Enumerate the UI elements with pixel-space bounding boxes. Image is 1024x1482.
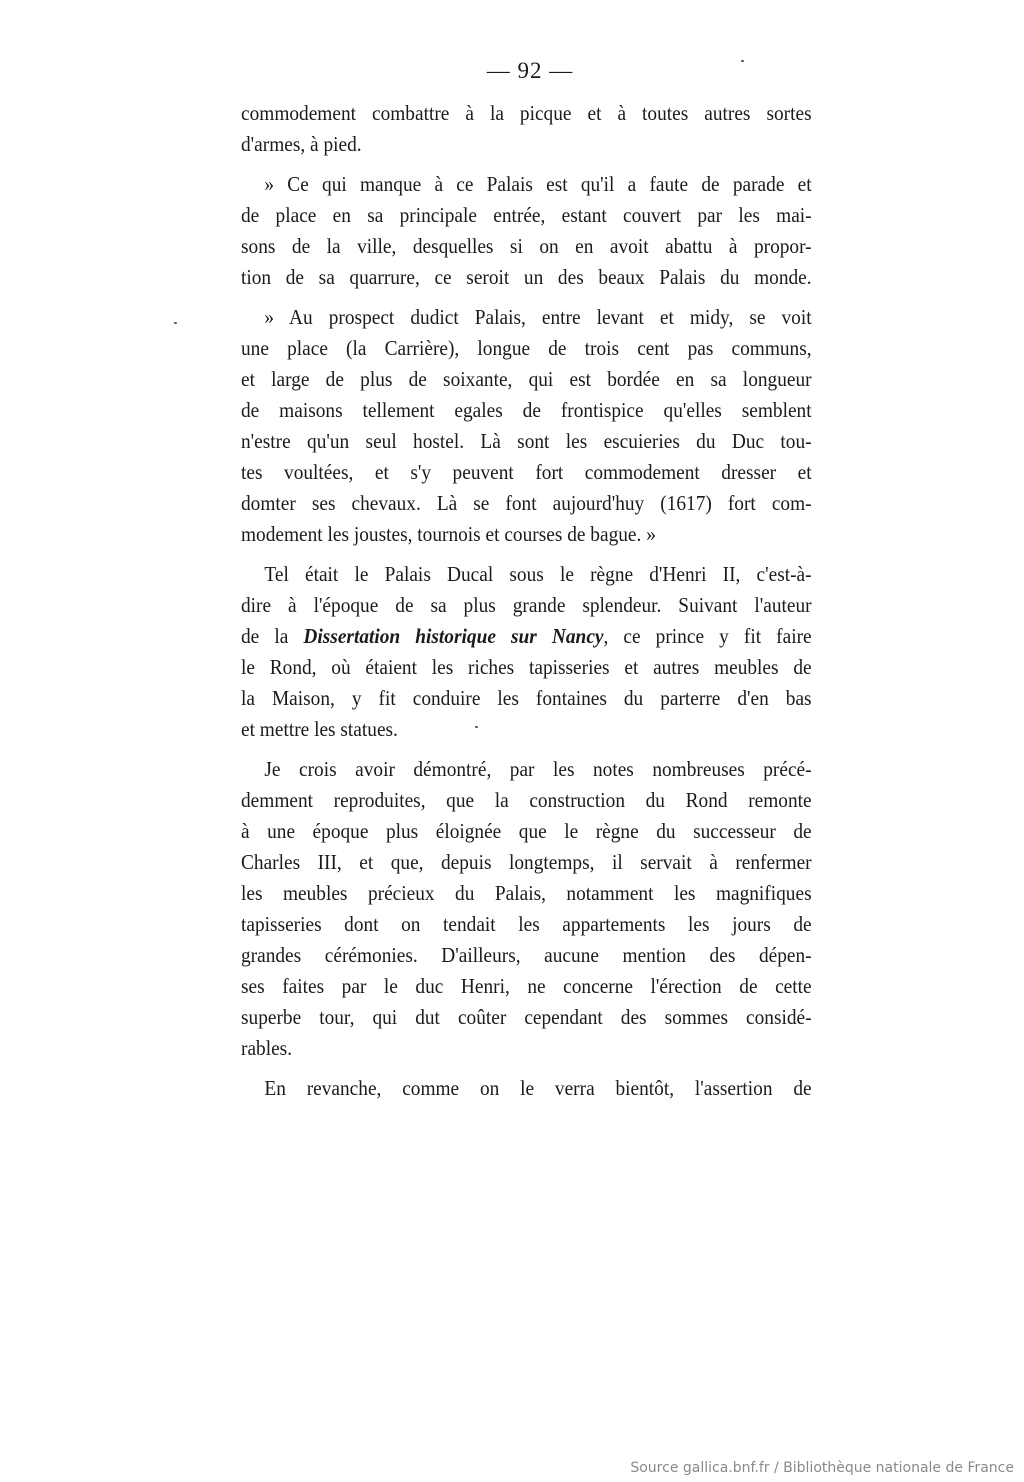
- paragraph: [241, 169, 812, 293]
- paragraph: [241, 559, 812, 745]
- text-line: grandes cérémonies. D'ailleurs, aucune mention des dépen-: [241, 943, 812, 967]
- text-line: sons de la ville, desquelles si on en avoit abattu à propor-: [241, 234, 812, 258]
- text-line: commodement combattre à la picque et à toutes autres sortes: [241, 101, 812, 125]
- paragraph: [241, 98, 812, 160]
- source-credit: Source gallica.bnf.fr / Bibliothèque nationale de France: [630, 1460, 1014, 1476]
- text-line: d'armes, à pied.: [241, 132, 362, 156]
- text-line: et large de plus de soixante, qui est bordée en sa longueur: [241, 367, 812, 391]
- scan-speck: [741, 60, 744, 62]
- text-line: n'estre qu'un seul hostel. Là sont les escuieries du Duc tou-: [241, 429, 812, 453]
- text-line: En revanche, comme on le verra bientôt, l'assertion de: [264, 1076, 812, 1100]
- text-line: de place en sa principale entrée, estant couvert par les mai-: [241, 203, 812, 227]
- text-line: domter ses chevaux. Là se font aujourd'huy (1617) fort com-: [241, 491, 812, 515]
- book-title: Dissertation historique sur Nancy: [303, 624, 604, 648]
- text-line: » Au prospect dudict Palais, entre levant et midy, se voit: [264, 305, 812, 329]
- text-line: demment reproduites, que la construction du Rond remonte: [241, 788, 812, 812]
- paragraph: [241, 1073, 812, 1104]
- text-line: dire à l'époque de sa plus grande splendeur. Suivant l'auteur: [241, 593, 812, 617]
- text-line: modement les joustes, tournois et courses de bague. »: [241, 522, 656, 546]
- text-line: une place (la Carrière), longue de trois cent pas communs,: [241, 336, 812, 360]
- text-line-with-italic-title: [241, 621, 812, 652]
- text-line: tapisseries dont on tendait les appartements les jours de: [241, 912, 812, 936]
- text-line: la Maison, y fit conduire les fontaines du parterre d'en bas: [241, 686, 812, 710]
- text-line: superbe tour, qui dut coûter cependant des sommes considé-: [241, 1005, 812, 1029]
- text-line: Tel était le Palais Ducal sous le règne d'Henri II, c'est-à-: [264, 562, 812, 586]
- text-line: et mettre les statues.: [241, 717, 398, 741]
- text-line: le Rond, où étaient les riches tapisseries et autres meubles de: [241, 655, 812, 679]
- text-line: Je crois avoir démontré, par les notes nombreuses précé-: [264, 757, 812, 781]
- text-line: » Ce qui manque à ce Palais est qu'il a faute de parade et: [264, 172, 812, 196]
- text-line: rables.: [241, 1036, 293, 1060]
- page-number: — 92 —: [486, 58, 574, 83]
- paragraph: [241, 754, 812, 1064]
- text-line: ses faites par le duc Henri, ne concerne l'érection de cette: [241, 974, 812, 998]
- text-fragment: de la: [241, 624, 304, 648]
- scan-speck: [174, 322, 177, 324]
- text-fragment: , ce prince y fit faire: [603, 624, 812, 648]
- text-line: tion de sa quarrure, ce seroit un des beaux Palais du monde.: [241, 265, 812, 289]
- text-line: les meubles précieux du Palais, notamment les magnifiques: [241, 881, 812, 905]
- text-line: tes voultées, et s'y peuvent fort commodement dresser et: [241, 460, 812, 484]
- text-line: à une époque plus éloignée que le règne du successeur de: [241, 819, 812, 843]
- page-text: [241, 98, 812, 1113]
- paragraph: [241, 302, 812, 550]
- text-line: de maisons tellement egales de frontispice qu'elles semblent: [241, 398, 812, 422]
- text-line: Charles III, et que, depuis longtemps, il servait à renfermer: [241, 850, 812, 874]
